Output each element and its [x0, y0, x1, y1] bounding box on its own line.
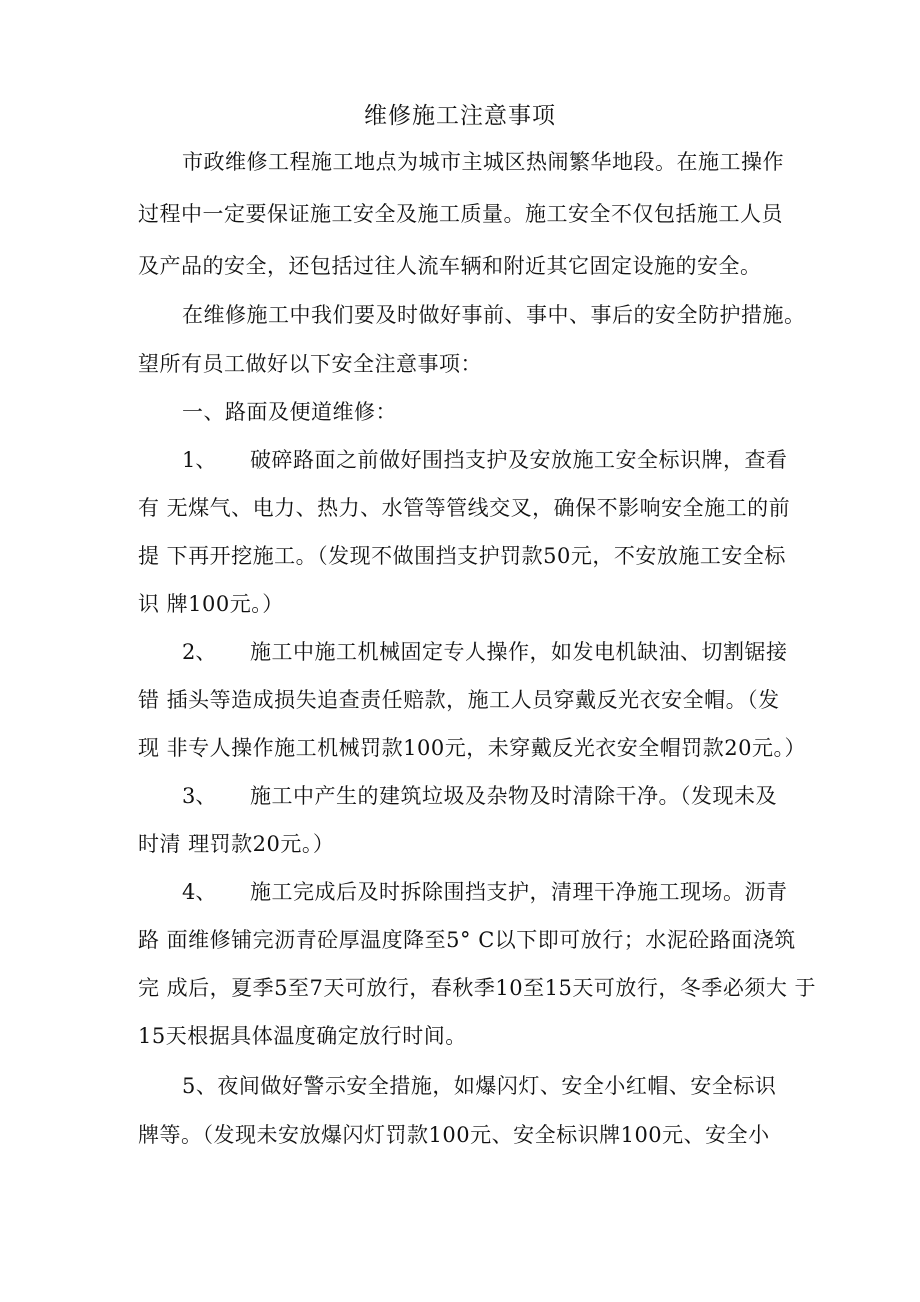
item-5-line-2: 牌等。（发现未安放爆闪灯罚款100元、安全标识牌100元、安全小 [138, 1123, 770, 1147]
item-3-line-1: 施工中产生的建筑垃圾及杂物及时清除干净。（发现未及 [250, 784, 777, 808]
item-1-line-4: 识 牌100元。） [138, 592, 284, 616]
section-heading: 一、路面及便道维修： [182, 400, 397, 424]
item-4-line-2: 路 面维修铺完沥青砼厚温度降至5° C以下即可放行；水泥砼路面浇筑 [138, 928, 796, 952]
item-3-number: 3、 [182, 784, 217, 808]
measures-line-2: 望所有员工做好以下安全注意事项： [138, 352, 482, 376]
item-4-line-4: 15天根据具体温度确定放行时间。 [138, 1024, 467, 1048]
item-2-line-3: 现 非专人操作施工机械罚款100元，未穿戴反光衣安全帽罚款20元。） [138, 736, 806, 760]
item-3-line-2: 时清 理罚款20元。） [138, 832, 335, 856]
item-1-number: 1、 [182, 448, 217, 472]
item-1-line-3: 提 下再开挖施工。（发现不做围挡支护罚款50元，不安放施工安全标 [138, 544, 786, 568]
item-2-line-2: 错 插头等造成损失追查责任赔款，施工人员穿戴反光衣安全帽。（发 [138, 688, 780, 712]
item-4-line-3: 完 成后，夏季5至7天可放行，春秋季10至15天可放行，冬季必须大 于 [138, 976, 817, 1000]
item-4-line-1: 施工完成后及时拆除围挡支护，清理干净施工现场。沥青 [250, 880, 788, 904]
measures-line-1: 在维修施工中我们要及时做好事前、事中、事后的安全防护措施。 [182, 303, 806, 327]
document-title: 维修施工注意事项 [364, 103, 556, 129]
intro-line-3: 及产品的安全，还包括过往人流车辆和附近其它固定设施的安全。 [138, 254, 762, 278]
item-4-number: 4、 [182, 880, 217, 904]
intro-line-1: 市政维修工程施工地点为城市主城区热闹繁华地段。在施工操作 [182, 150, 784, 174]
item-2-line-1: 施工中施工机械固定专人操作，如发电机缺油、切割锯接 [250, 640, 788, 664]
intro-line-2: 过程中一定要保证施工安全及施工质量。施工安全不仅包括施工人员 [138, 202, 783, 226]
item-5-line-1: 5、夜间做好警示安全措施，如爆闪灯、安全小红帽、安全标识 [182, 1074, 777, 1098]
item-2-number: 2、 [182, 640, 217, 664]
item-1-line-1: 破碎路面之前做好围挡支护及安放施工安全标识牌，查看 [250, 448, 788, 472]
item-1-line-2: 有 无煤气、电力、热力、水管等管线交叉，确保不影响安全施工的前 [138, 496, 791, 520]
